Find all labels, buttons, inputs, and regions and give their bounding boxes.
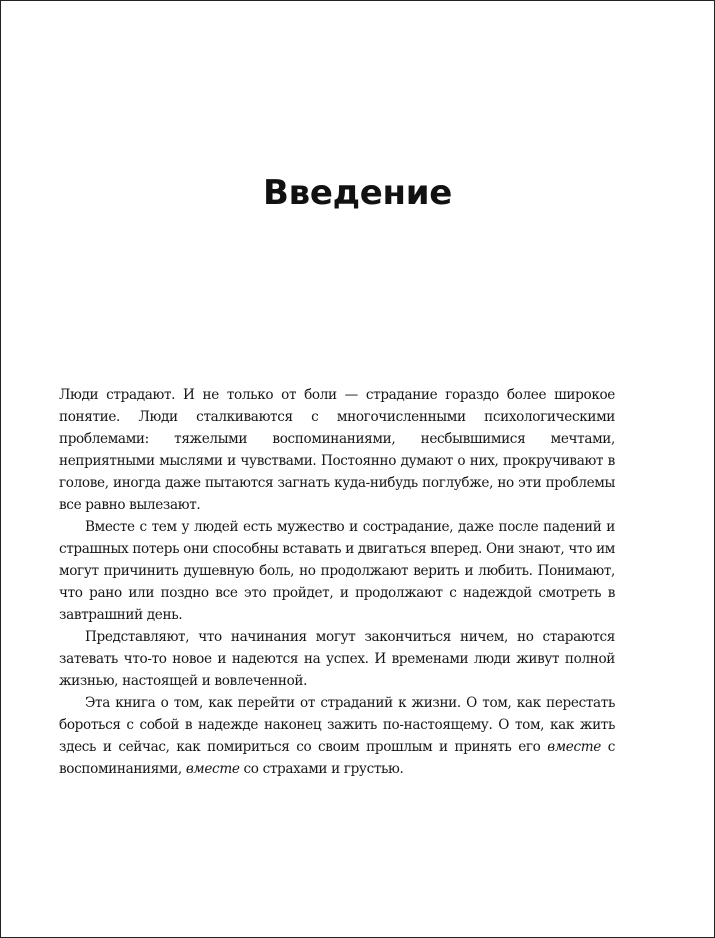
paragraph-3 — [59, 626, 615, 692]
chapter-title: Введение — [263, 173, 452, 213]
paragraph-2 — [59, 516, 615, 626]
paragraph-4-text-part-2: с воспоминаниями, — [59, 739, 615, 777]
paragraph-4 — [59, 692, 615, 780]
paragraph-1 — [59, 384, 615, 516]
paragraph-1-text: Люди страдают. И не только от боли — страдание гораздо более широкое понятие. Люди сталкиваются с многочисленными психологическими проблемами: тяжелыми воспоминаниями, несбывшимися мечтами, неприятными мыслями и чувствами. Постоянно думают о них, прокручивают в голове, иногда даже пытаются загнать куда-нибудь поглубже, но эти проблемы все равно вылезают. — [59, 387, 615, 513]
paragraph-3-text: Представляют, что начинания могут закончиться ничем, но стараются затевать что-то новое и надеются на успех. И временами люди живут полной жизнью, настоящей и вовлеченной. — [59, 629, 615, 689]
paragraph-4-text-part-3: со страхами и грустью. — [239, 761, 404, 777]
paragraph-4-text-part-1: Эта книга о том, как перейти от страданий к жизни. О том, как перестать бороться с собой в надежде наконец зажить по-настоящему. О том, как жить здесь и сейчас, как помириться со своим прошлым и принять его — [59, 695, 615, 755]
body-text — [59, 384, 615, 780]
paragraph-2-text: Вместе с тем у людей есть мужество и сострадание, даже после падений и страшных потерь они способны вставать и двигаться вперед. Они знают, что им могут причинить душевную боль, но продолжают верить и любить. Понимают, что рано или поздно все это пройдет, и продолжают с надеждой смотреть в завтрашний день. — [59, 519, 615, 623]
emphasis-together-1: вместе — [547, 739, 601, 755]
emphasis-together-2: вместе — [185, 761, 240, 777]
